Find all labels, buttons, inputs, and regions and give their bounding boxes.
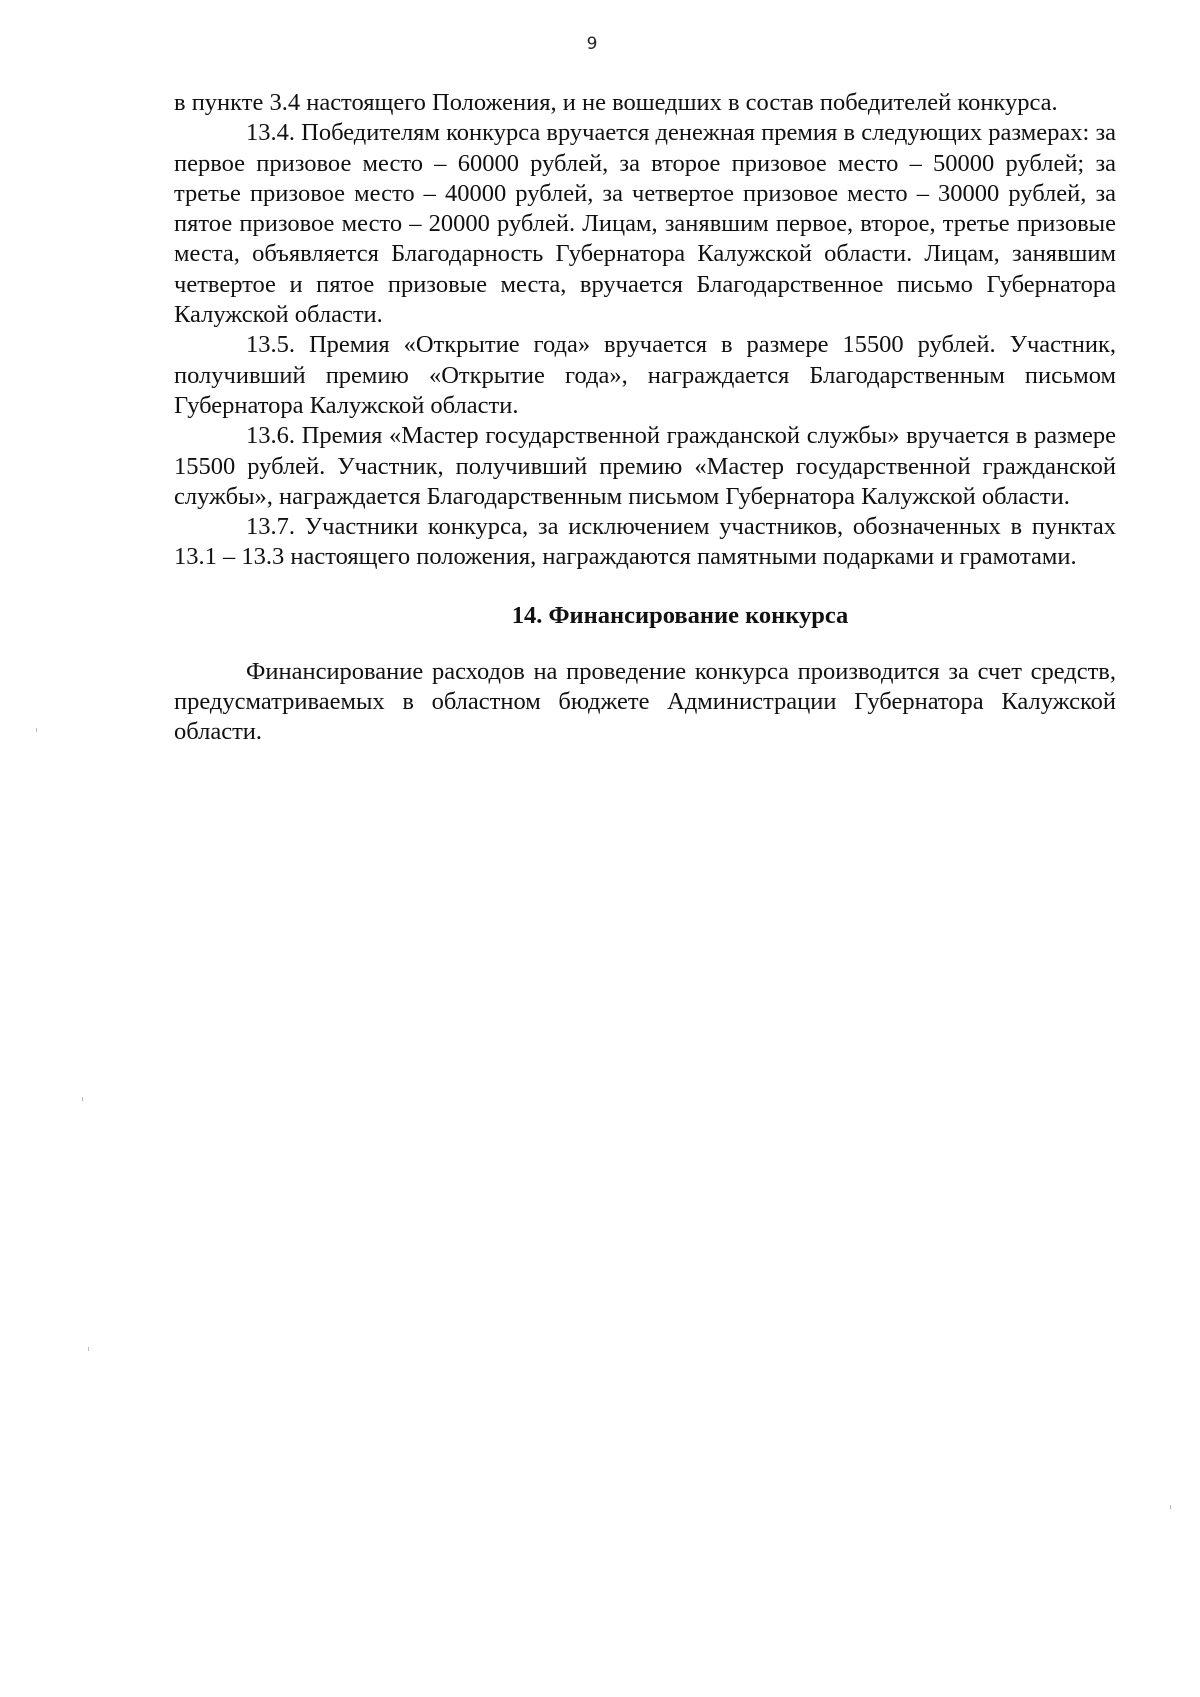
paragraph-section-14: Финансирование расходов на проведение конкурса производится за счет средств, предусматриваемых в областном бюджете Администрации Губернатора Калужской области. (174, 657, 1116, 746)
document-body (174, 88, 1116, 748)
scan-artifact-mark (36, 728, 37, 732)
paragraph-13-7: 13.7. Участники конкурса, за исключением участников, обозначенных в пунктах 13.1 – 13.3 настоящего положения, награждаются памятными подарками и грамотами. (174, 513, 1116, 571)
section-spacer (174, 631, 1116, 657)
scan-artifact-mark (88, 1347, 89, 1351)
page-number: 9 (586, 34, 598, 54)
paragraph-13-4: 13.4. Победителям конкурса вручается денежная премия в следующих размерах: за первое призовое место – 60000 рублей, за второе призовое место – 50000 рублей; за третье призовое место – 40000 рублей, за четвертое призовое место – 30000 рублей, за пятое призовое место – 20000 рублей. Лицам, занявшим первое, второе, третье призовые места, объявляется Благодарность Губернатора Калужской области. Лицам, занявшим четвертое и пятое призовые места, вручается Благодарственное письмо Губернатора Калужской области. (174, 119, 1116, 329)
paragraph-13-6: 13.6. Премия «Мастер государственной гражданской службы» вручается в размере 15500 рублей. Участник, получивший премию «Мастер государственной гражданской службы», награждается Благодарственным письмом Губернатора Калужской области. (174, 422, 1116, 510)
section-14-heading: 14. Финансирование конкурса (511, 601, 849, 629)
scan-artifact-mark (82, 1097, 83, 1101)
paragraph-continuation: в пункте 3.4 настоящего Положения, и не вошедших в состав победителей конкурса. (174, 89, 1058, 116)
scan-artifact-mark (1170, 1505, 1171, 1509)
paragraph-13-5: 13.5. Премия «Открытие года» вручается в размере 15500 рублей. Участник, получивший премию «Открытие года», награждается Благодарственным письмом Губернатора Калужской области. (174, 331, 1116, 419)
